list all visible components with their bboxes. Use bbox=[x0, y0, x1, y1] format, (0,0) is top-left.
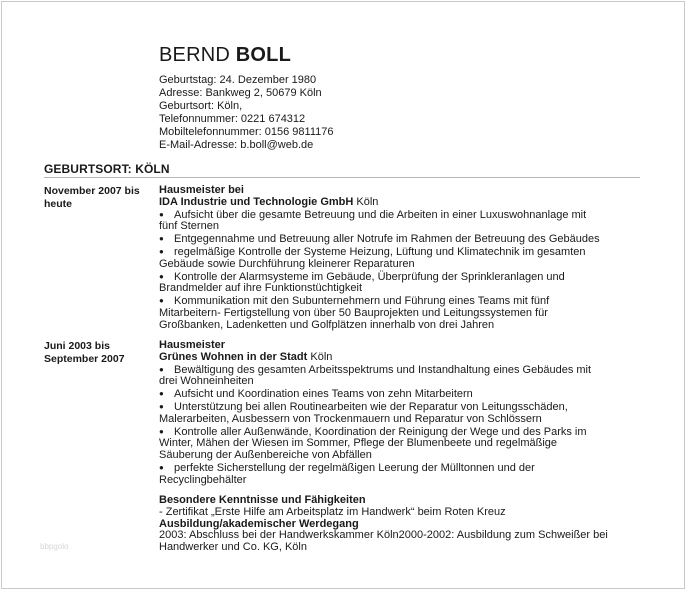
additional-info bbox=[159, 495, 640, 554]
contact-birthday: Geburtstag: 24. Dezember 1980 bbox=[159, 74, 317, 86]
list-item: ● Kontrolle aller Außenwände, Koordination der Reinigung der Wege und des Parks im Winter, Mähen der Wiesen im Sommer, Pflege der Blumenbeete und regelmäßige Säuberung der Außenbereiche von Abfällen bbox=[159, 425, 587, 462]
list-item: ● Kontrolle der Alarmsysteme im Gebäude, Überprüfung der Sprinkleranlagen und Brandmelder auf ihre Funktionstüchtigkeit bbox=[159, 270, 565, 295]
job-date-line: heute bbox=[44, 198, 73, 210]
section-title: GEBURTSORT: KÖLN bbox=[44, 162, 170, 176]
bullet-icon: ● bbox=[159, 246, 164, 256]
list-item: ● Aufsicht über die gesamte Betreuung und die Arbeiten in einer Luxuswohnanlage mit fünf Sternen bbox=[159, 208, 587, 233]
education-line: 2003: Abschluss bei der Handwerkskammer Köln2000-2002: Ausbildung zum Schweißer bei bbox=[159, 529, 608, 542]
education-line: Handwerker und Co. KG, Köln bbox=[159, 541, 307, 554]
watermark: bbpgolo bbox=[40, 542, 69, 551]
job-role: Hausmeister bei bbox=[159, 184, 244, 196]
bullet-icon: ● bbox=[159, 389, 164, 399]
job-date-line: November 2007 bis bbox=[44, 185, 140, 197]
job-company bbox=[159, 352, 640, 364]
bullet-icon: ● bbox=[159, 426, 164, 436]
job-content bbox=[159, 340, 640, 487]
contact-address: Adresse: Bankweg 2, 50679 Köln bbox=[159, 87, 322, 99]
section-divider bbox=[44, 177, 640, 178]
job-content bbox=[159, 185, 640, 332]
contact-mobile: Mobiltelefonnummer: 0156 9811176 bbox=[159, 126, 334, 138]
list-item: ● Aufsicht und Koordination eines Teams von zehn Mitarbeitern bbox=[159, 388, 473, 401]
contact-birthplace: Geburtsort: Köln, bbox=[159, 100, 243, 112]
bullet-icon: ● bbox=[159, 271, 164, 281]
first-name: BERND bbox=[159, 44, 231, 66]
company-name: IDA Industrie und Technologie GmbH bbox=[159, 195, 354, 208]
list-item: ● Kommunikation mit den Subunternehmern und Führung eines Teams mit fünf Mitarbeitern- Fertigstellung von über 50 Bauprojekten und Leitungssystemen für Großbanken, Ladenketten und Golfplätzen innerhalb von drei Jahren bbox=[159, 295, 550, 331]
job-date-line: September 2007 bbox=[44, 353, 125, 365]
job-role: Hausmeister bbox=[159, 339, 226, 351]
duty-list bbox=[159, 209, 640, 332]
list-item: ● regelmäßige Kontrolle der Systeme Heizung, Lüftung und Klimatechnik im gesamten Gebäude sowie Durchführung kleinerer Reparaturen bbox=[159, 245, 586, 270]
company-name: Grünes Wohnen in der Stadt bbox=[159, 350, 308, 363]
bullet-icon: ● bbox=[159, 296, 164, 306]
list-item: ● Unterstützung bei allen Routinearbeiten wie der Reparatur von Leitungsschäden, Malerarbeiten, Ausbessern von Trockenmauern und Reparatur von Schlössern bbox=[159, 400, 568, 425]
bullet-icon: ● bbox=[159, 234, 164, 244]
job-date bbox=[44, 185, 154, 211]
job-date-line: Juni 2003 bis bbox=[44, 340, 110, 352]
cv-header bbox=[159, 42, 334, 152]
contact-details bbox=[159, 74, 334, 152]
company-city: Köln bbox=[353, 195, 379, 208]
job-company bbox=[159, 197, 640, 209]
skills-line: - Zertifikat „Erste Hilfe am Arbeitsplatz im Handwerk“ beim Roten Kreuz bbox=[159, 505, 506, 518]
skills-heading: Besondere Kenntnisse und Fähigkeiten bbox=[159, 494, 366, 506]
bullet-icon: ● bbox=[159, 364, 164, 374]
bullet-icon: ● bbox=[159, 462, 164, 472]
contact-phone: Telefonnummer: 0221 674312 bbox=[159, 113, 306, 125]
duty-list bbox=[159, 364, 640, 487]
bullet-icon: ● bbox=[159, 401, 164, 411]
last-name: BOLL bbox=[235, 44, 292, 66]
list-item: ● Entgegennahme und Betreuung aller Notrufe im Rahmen der Betreuung des Gebäudes bbox=[159, 233, 600, 246]
list-item: ● Bewältigung des gesamten Arbeitsspektrums und Instandhaltung eines Gebäudes mit drei Wohneinheiten bbox=[159, 363, 592, 388]
education-heading: Ausbildung/akademischer Werdegang bbox=[159, 517, 359, 530]
company-city: Köln bbox=[307, 350, 333, 363]
job-date bbox=[44, 340, 154, 366]
list-item: ● perfekte Sicherstellung der regelmäßigen Leerung der Mülltonnen und der Recyclingbehälter bbox=[159, 461, 535, 486]
bullet-icon: ● bbox=[159, 209, 164, 219]
applicant-name bbox=[159, 42, 334, 68]
contact-email: E-Mail-Adresse: b.boll@web.de bbox=[159, 139, 314, 151]
